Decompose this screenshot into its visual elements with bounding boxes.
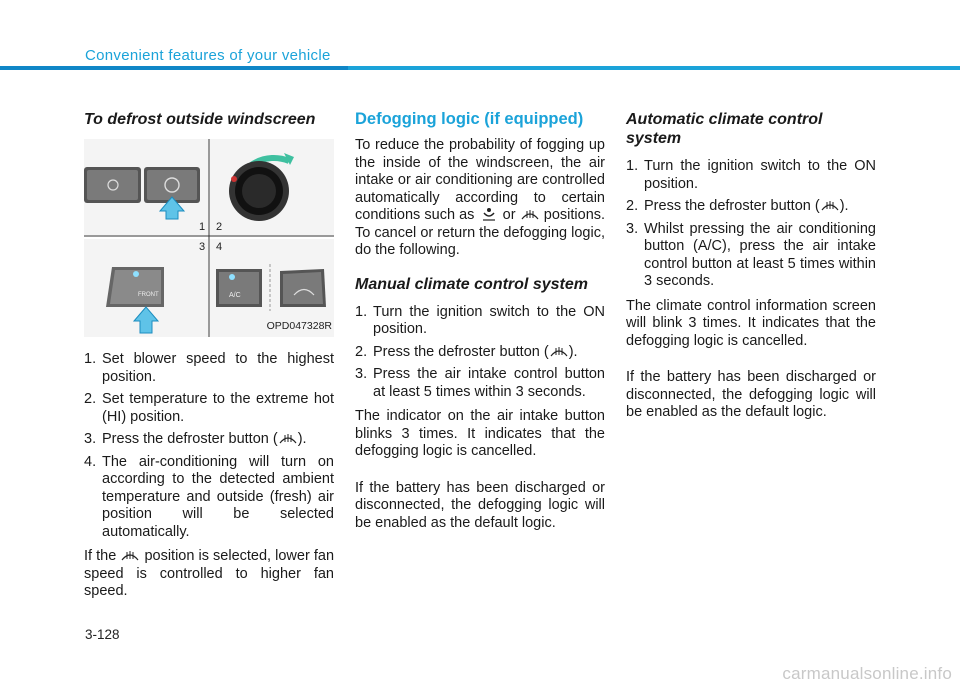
climate-control-figure [84,139,334,337]
section-header-title: Convenient features of your vehicle [85,47,331,64]
defroster-icon [520,207,540,221]
battery-note: If the battery has been discharged or disconnected, the defogging logic will be enabled as the default logic. [626,369,876,420]
fan-speed-note: If the position is selected, lower fan speed is controlled to higher fan speed. [84,548,335,599]
heading-automatic-climate: Automatic climate control system [626,111,823,147]
figure-code: OPD047328R [266,319,332,332]
defogging-intro: To reduce the probability of fogging up the inside of the windscreen, the air intake or air conditioning are controlled automatically according to certain conditions such as or positions. To cancel or return the defogging logic, do the following. [355,137,606,258]
column-3 [626,110,876,429]
automatic-steps [626,158,876,291]
defroster-icon [278,431,298,445]
step-3: 3. Press the defroster button ( ). [84,431,307,447]
figure-label-1: 1 [199,221,206,233]
manual-steps [355,304,605,402]
defroster-icon [549,344,569,358]
figure-label-4: 4 [216,241,223,253]
front-label: FRONT [138,292,159,298]
step-2: 2. Press the defroster button ( ). [626,198,849,214]
page-number: 3-128 [85,627,120,642]
control-panel-illustration [84,139,334,337]
column-2 [355,110,605,539]
step-1: 1. Set blower speed to the highest position. [84,351,334,385]
screen-blink-note: The climate control information screen will blink 3 times. It indicates that the defogging logic is cancelled. [626,297,876,349]
heading-defogging-logic: Defogging logic (if equipped) [355,110,584,128]
watermark: carmanualsonline.info [782,664,952,683]
column-1 [84,110,334,608]
step-3: 3. Press the air intake control button at least 5 times within 3 seconds. [355,366,605,400]
figure-label-3: 3 [199,241,206,253]
indicator-note: The indicator on the air intake button blinks 3 times. It indicates that the defogging logic is cancelled. [355,408,605,459]
step-2: 2. Press the defroster button ( ). [355,343,578,360]
ac-label: A/C [229,292,241,299]
defroster-icon [820,198,840,212]
heading-manual-climate: Manual climate control system [355,275,588,293]
defrost-steps [84,351,334,541]
header-rule-accent [0,66,348,70]
figure-label-2: 2 [216,221,223,233]
floor-defrost-icon [479,207,499,221]
step-2: 2. Set temperature to the extreme hot (HI) position. [84,391,334,425]
step-4: 4. The air-conditioning will turn on according to the detected ambient temperature and outside (fresh) air position will be selected automatically. [84,453,334,540]
step-1: 1. Turn the ignition switch to the ON position. [355,303,605,337]
step-1: 1. Turn the ignition switch to the ON position. [626,158,876,192]
defroster-icon [120,548,140,562]
battery-note: If the battery has been discharged or disconnected, the defogging logic will be enabled as the default logic. [355,479,605,531]
step-3: 3. Whilst pressing the air conditioning button (A/C), press the air intake control button at least 5 times within 3 seconds. [626,220,876,289]
heading-defrost-outside: To defrost outside windscreen [84,111,316,128]
